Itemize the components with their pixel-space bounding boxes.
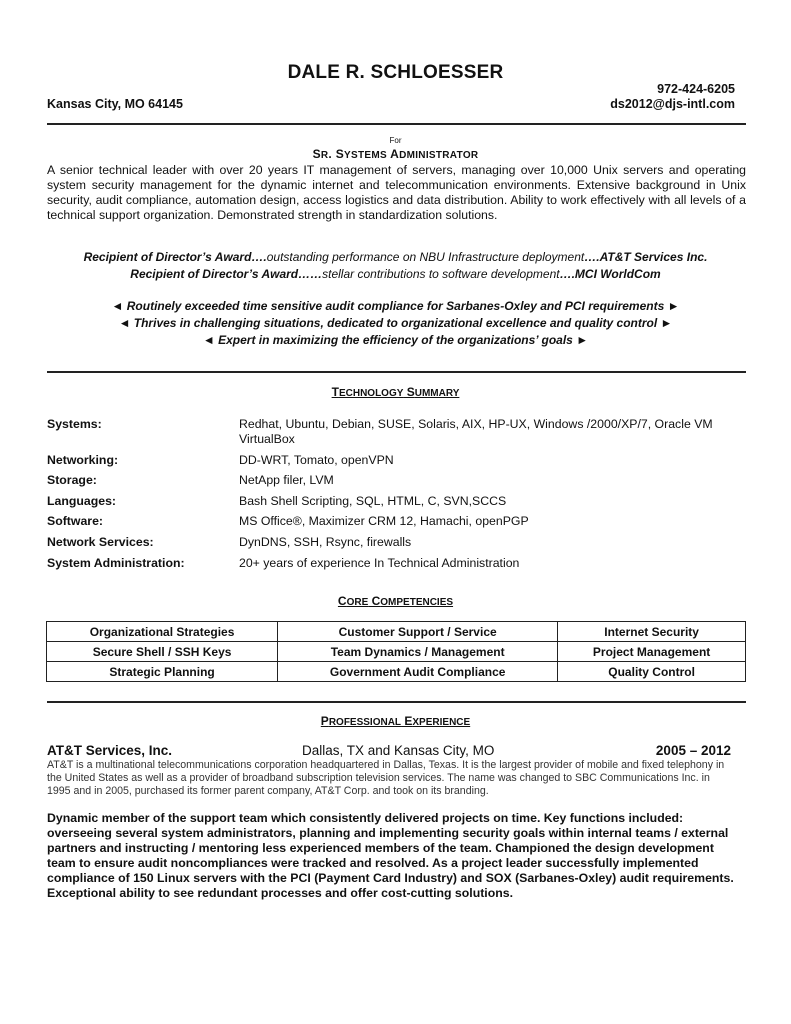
tech-value: Bash Shell Scripting, SQL, HTML, C, SVN,SCCS	[239, 493, 507, 508]
tech-row	[47, 556, 747, 571]
tech-value: Redhat, Ubuntu, Debian, SUSE, Solaris, AIX, HP-UX, Windows /2000/XP/7, Oracle VM VirtualBox	[239, 417, 713, 446]
objective-for-label: For	[389, 136, 402, 145]
header-divider	[47, 123, 746, 125]
tech-row	[47, 453, 747, 468]
section-title-experience: PROFESSIONAL EXPERIENCE	[320, 714, 471, 728]
table-cell: Quality Control	[558, 662, 746, 682]
tech-label: Storage:	[47, 473, 97, 488]
tech-value: DD-WRT, Tomato, openVPN	[239, 452, 394, 467]
tech-value: DynDNS, SSH, Rsync, firewalls	[239, 534, 412, 549]
table-cell: Strategic Planning	[47, 662, 278, 682]
highlight-line: ◄ Routinely exceeded time sensitive audit compliance for Sarbanes-Oxley and PCI requirements ►	[111, 299, 680, 313]
technology-list	[47, 417, 747, 576]
phone-number: 972-424-6205	[657, 82, 735, 96]
contact-block	[610, 82, 735, 112]
candidate-location: Kansas City, MO 64145	[47, 97, 183, 111]
tech-row	[47, 494, 747, 509]
tech-label: Languages:	[47, 493, 117, 508]
company-description: AT&T is a multinational telecommunications corporation headquartered in Dallas, Texas. It is the largest provider of mobile and fixed telephony in the United States as well as a provider of broadband subscription television services. The name was changed to SBC Communications Inc. in 1995 and in 2005, purchased its former parent company, AT&T Corp. and took on its branding.	[47, 759, 725, 797]
table-cell: Organizational Strategies	[47, 622, 278, 642]
objective-role: SR. SYSTEMS ADMINISTRATOR	[312, 147, 479, 161]
section-title-technology: TECHNOLOGY SUMMARY	[331, 385, 460, 399]
section-title-competencies: CORE COMPETENCIES	[337, 594, 454, 608]
job-location: Dallas, TX and Kansas City, MO	[302, 743, 495, 758]
table-cell: Secure Shell / SSH Keys	[47, 642, 278, 662]
table-cell: Internet Security	[558, 622, 746, 642]
table-row	[47, 662, 746, 682]
section-divider	[47, 701, 746, 703]
email-address: ds2012@djs-intl.com	[610, 97, 735, 111]
job-responsibilities: Dynamic member of the support team which consistently delivered projects on time. Key functions included: overseeing several system administrators, planning and implementing security goals within internal teams / external partners and instructing / mentoring less experienced members of the team. Championed the design development team to ensure audit noncompliances were tracked and resolved. As a project leader successfully implemented compliance of 150 Linux servers with the PCI (Payment Card Industry) and SOX (Sarbanes-Oxley) audit requirements. Exceptional ability to see redundant processes and offer cost-cutting solutions.	[47, 811, 734, 900]
highlight-line: ◄ Expert in maximizing the efficiency of the organizations’ goals ►	[202, 333, 589, 347]
section-divider	[47, 371, 746, 373]
table-cell: Project Management	[558, 642, 746, 662]
highlight-line: ◄ Thrives in challenging situations, dedicated to organizational excellence and quality control ►	[118, 316, 673, 330]
job-dates: 2005 – 2012	[655, 743, 731, 758]
tech-row	[47, 535, 747, 550]
tech-label: Network Services:	[47, 534, 154, 549]
job-company: AT&T Services, Inc.	[47, 743, 173, 758]
tech-label: Systems:	[47, 417, 102, 431]
award-line: Recipient of Director’s Award……stellar contributions to software development….MCI WorldCom	[130, 267, 661, 281]
candidate-name: DALE R. SCHLOESSER	[287, 62, 504, 83]
tech-label: System Administration:	[47, 555, 185, 570]
tech-label: Software:	[47, 514, 104, 529]
tech-row	[47, 417, 747, 447]
tech-value: MS Office®, Maximizer CRM 12, Hamachi, openPGP	[239, 514, 529, 529]
table-cell: Team Dynamics / Management	[278, 642, 558, 662]
table-row	[47, 622, 746, 642]
table-cell: Customer Support / Service	[278, 622, 558, 642]
tech-row	[47, 514, 747, 529]
competencies-table	[46, 621, 746, 682]
tech-value: 20+ years of experience In Technical Administration	[239, 555, 520, 570]
award-line: Recipient of Director’s Award….outstanding performance on NBU Infrastructure deployment….AT&T Services Inc.	[83, 250, 708, 264]
table-row	[47, 642, 746, 662]
professional-summary: A senior technical leader with over 20 years IT management of servers, managing over 10,000 Unix servers and operating system security management for the dynamic internet and telecommunication environments. Extensive background in Unix security, audit compliance, automation design, access logistics and data distribution. Ability to work effectively with all levels of a technical support organization. Demonstrated strength in standardization solutions.	[47, 163, 746, 222]
tech-row	[47, 473, 747, 488]
tech-value: NetApp filer, LVM	[239, 473, 334, 488]
table-cell: Government Audit Compliance	[278, 662, 558, 682]
tech-label: Networking:	[47, 452, 119, 467]
